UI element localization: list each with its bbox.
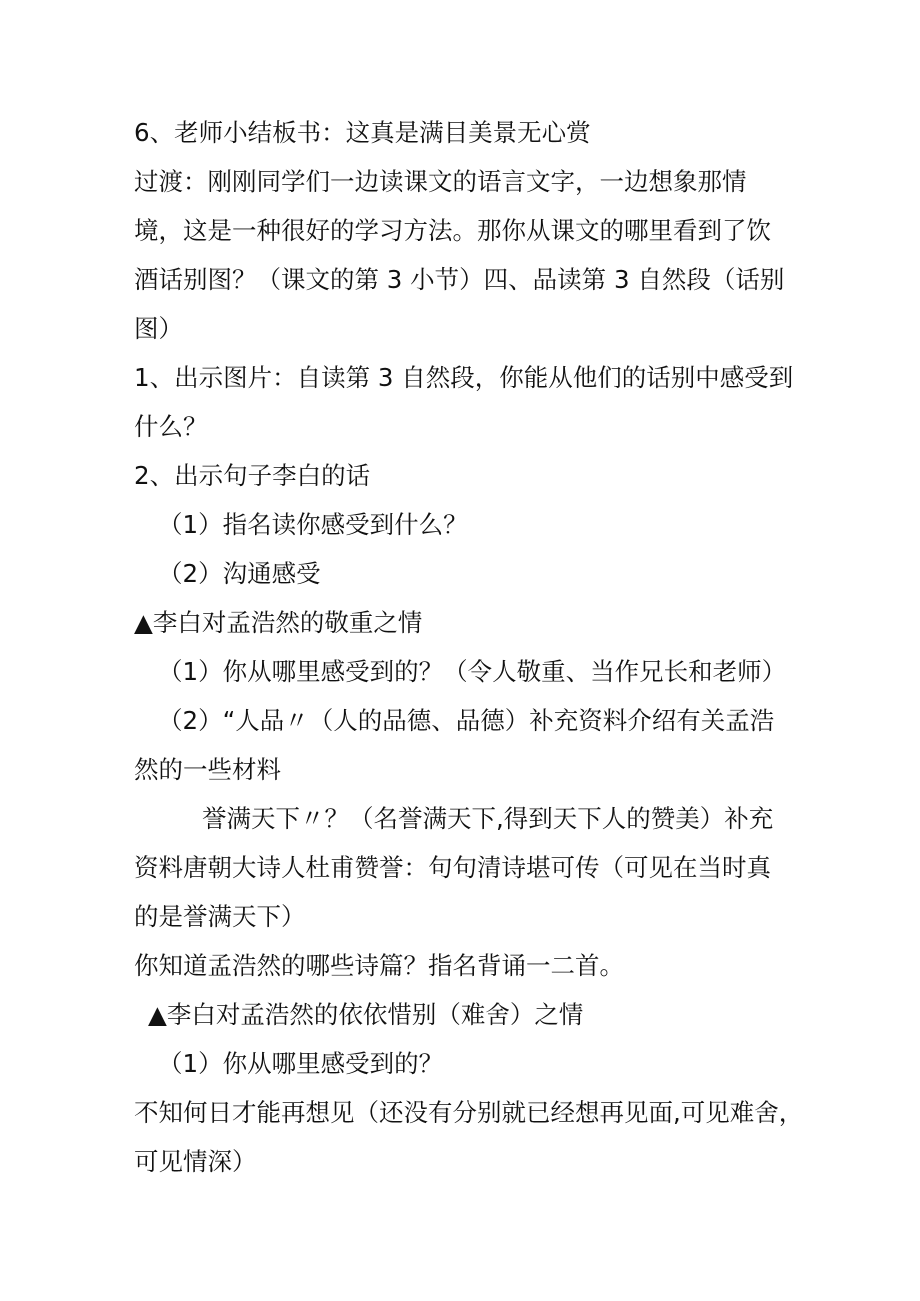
respect-point-1: （1）你从哪里感受到的？（令人敬重、当作兄长和老师） xyxy=(158,657,787,686)
farewell-quote-line-1: 不知何日才能再想见（还没有分别就已经想再见面,可见难舍， xyxy=(134,1098,804,1127)
transition-line-1: 过渡：刚刚同学们一边读课文的语言文字，一边想象那情 xyxy=(134,167,747,196)
transition-line-2: 境，这是一种很好的学习方法。那你从课文的哪里看到了饮 xyxy=(134,216,771,245)
poems-question-line: 你知道孟浩然的哪些诗篇？指名背诵一二首。 xyxy=(134,951,624,980)
step-1-line-1: 1、出示图片：自读第 3 自然段，你能从他们的话别中感受到 xyxy=(134,363,794,392)
summary-line: 6、老师小结板书：这真是满目美景无心赏 xyxy=(134,118,591,147)
fame-line-2: 资料唐朝大诗人杜甫赞誉：句句清诗堪可传（可见在当时真 xyxy=(134,853,771,882)
farewell-point-1: （1）你从哪里感受到的？ xyxy=(158,1049,444,1078)
transition-line-4: 图） xyxy=(134,314,183,343)
farewell-heading: ▲李白对孟浩然的依依惜别（难舍）之情 xyxy=(148,1000,584,1029)
respect-point-2-line-2: 然的一些材料 xyxy=(134,755,281,784)
farewell-quote-line-2: 可见情深） xyxy=(134,1147,257,1176)
step-2-line: 2、出示句子李白的话 xyxy=(134,461,371,490)
fame-line-1: 誉满天下〃？（名誉满天下,得到天下人的赞美）补充 xyxy=(202,804,774,833)
transition-line-3: 酒话别图？（课文的第 3 小节）四、品读第 3 自然段（话别 xyxy=(134,265,785,294)
respect-point-2-line-1: （2）“人品〃（人的品德、品德）补充资料介绍有关孟浩 xyxy=(158,706,775,735)
substep-2-line: （2）沟通感受 xyxy=(158,559,321,588)
document-body xyxy=(134,108,804,1186)
substep-1-line: （1）指名读你感受到什么？ xyxy=(158,510,468,539)
step-1-line-2: 什么？ xyxy=(134,412,208,441)
respect-heading: ▲李白对孟浩然的敬重之情 xyxy=(134,608,423,637)
fame-line-3: 的是誉满天下） xyxy=(134,902,306,931)
